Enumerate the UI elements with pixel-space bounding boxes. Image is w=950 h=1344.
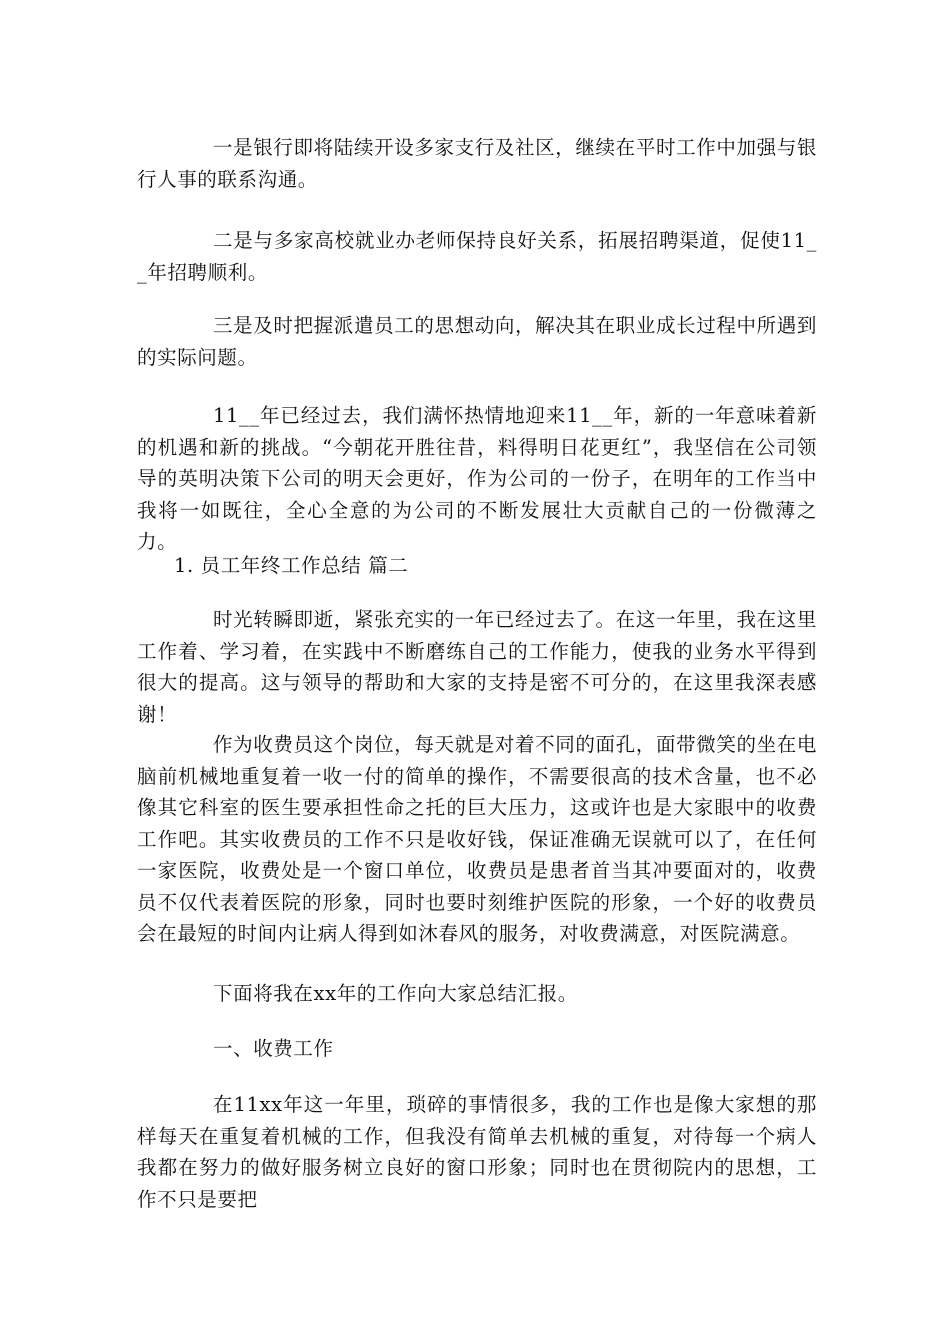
paragraph-report-intro: 下面将我在xx年的工作向大家总结汇报。 — [213, 982, 578, 1005]
subheading-billing-work: 一、收费工作 — [213, 1037, 334, 1060]
paragraph-cashier-role: 作为收费员这个岗位，每天就是对着不同的面孔，面带微笑的坐在电脑前机械地重复着一收一付的简单的操作，不需要很高的技术含量，也不必像其它科室的医生要承担性命之托的巨大压力，这或许也是大家眼中的收费工作吧。其实收费员的工作不只是收好钱，保证准确无误就可以了，在任何一家医院，收费处是一个窗口单位，收费员是患者首当其冲要面对的，收费员不仅代表着医院的形象，同时也要时刻维护医院的形象，一个好的收费员会在最短的时间内让病人得到如沐春风的服务，对收费满意，对医院满意。 — [137, 733, 817, 945]
section-heading: 1. 员工年终工作总结 篇二 — [174, 554, 409, 577]
paragraph-bank-contact: 一是银行即将陆续开设多家支行及社区，继续在平时工作中加强与银行人事的联系沟通。 — [137, 136, 817, 191]
paragraph-billing-details: 在11xx年这一年里，琐碎的事情很多，我的工作也是像大家想的那样每天在重复着机械的工作，但我没有简单去机械的重复，对待每一个病人我都在努力的做好服务树立良好的窗口形象；同时也在贯彻院内的思想，工作不只是要把 — [137, 1093, 817, 1211]
paragraph-employee-issues: 三是及时把握派遣员工的思想动向，解决其在职业成长过程中所遇到的实际问题。 — [137, 314, 817, 369]
paragraph-new-year-outlook: 11__年已经过去，我们满怀热情地迎来11__年，新的一年意味着新的机遇和新的挑战。“今朝花开胜往昔，料得明日花更红”，我坚信在公司领导的英明决策下公司的明天会更好，作为公司的一份子，在明年的工作当中我将一如既往，全心全意的为公司的不断发展壮大贡献自己的一份微薄之力。 — [137, 404, 817, 553]
paragraph-year-review: 时光转瞬即逝，紧张充实的一年已经过去了。在这一年里，我在这里工作着、学习着，在实践中不断磨练自己的工作能力，使我的业务水平得到很大的提高。这与领导的帮助和大家的支持是密不可分的，在这里我深表感谢！ — [137, 608, 817, 726]
paragraph-campus-recruiting: 二是与多家高校就业办老师保持良好关系，拓展招聘渠道，促使11__年招聘顺利。 — [137, 229, 817, 284]
